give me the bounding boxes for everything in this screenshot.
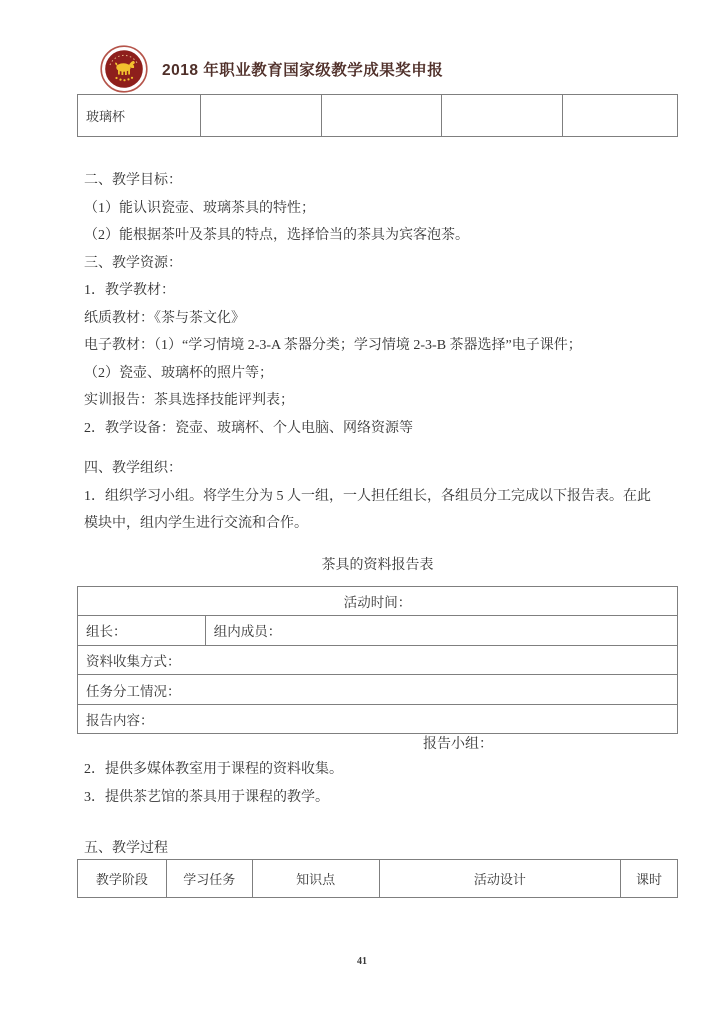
body-line: 3．提供茶艺馆的茶具用于课程的教学。 <box>84 789 329 805</box>
header-cell-task: 学习任务 <box>166 860 252 898</box>
table-row <box>78 95 678 137</box>
body-line: 模块中，组内学生进行交流和合作。 <box>84 516 308 531</box>
teaware-report-table <box>77 586 678 735</box>
table-header-row <box>78 860 678 898</box>
body-line: （1）能认识瓷壶、玻璃茶具的特性； <box>84 200 315 216</box>
table-cell-empty <box>201 95 322 137</box>
cell-activity-time: 活动时间： <box>78 586 678 616</box>
teaching-process-table <box>77 859 678 898</box>
cell-task-division: 任务分工情况： <box>78 675 678 705</box>
body-line: 2．提供多媒体教室用于课程的资料收集。 <box>84 762 343 778</box>
cell-group-leader: 组长： <box>78 616 206 646</box>
header-cell-stage: 教学阶段 <box>78 860 167 898</box>
table-cell-empty <box>442 95 563 137</box>
section-heading: 二、教学目标： <box>84 173 182 188</box>
section-objectives-resources <box>84 167 684 442</box>
body-line: 实训报告：茶具选择技能评判表； <box>84 393 294 408</box>
section-heading-process: 五、教学过程 <box>84 841 168 857</box>
header-cell-knowledge: 知识点 <box>252 860 379 898</box>
cell-collection-method: 资料收集方式： <box>78 645 678 675</box>
report-table-title: 茶具的资料报告表 <box>321 557 434 573</box>
body-line: 电子教材：（1）“学习情境 2-3-A 茶器分类；学习情境 2-3-B 茶器选择”电子课件； <box>84 338 582 353</box>
table-cell-teaware-name: 玻璃杯 <box>78 95 201 137</box>
cell-group-members: 组内成员： <box>205 616 677 646</box>
school-seal-icon <box>100 45 148 93</box>
table-cell-empty <box>562 95 677 137</box>
table-row <box>78 616 678 646</box>
table-row <box>78 675 678 705</box>
body-line: 1．组织学习小组。将学生分为 5 人一组，一人担任组长，各组员分工完成以下报告表。在此 <box>84 488 651 504</box>
body-line: 1．教学教材： <box>84 283 175 298</box>
section-facilities <box>84 756 684 811</box>
body-line: （2）能根据茶叶及茶具的特点，选择恰当的茶具为宾客泡茶。 <box>84 228 469 243</box>
header-cell-hours: 课时 <box>620 860 677 898</box>
cell-report-content: 报告内容： <box>78 704 678 734</box>
body-line: 2．教学设备：瓷壶、玻璃杯、个人电脑、网络资源等 <box>84 420 413 436</box>
table-row <box>78 586 678 616</box>
section-organization <box>84 455 684 538</box>
table-cell-empty <box>321 95 442 137</box>
report-group-note: 报告小组： <box>423 737 493 753</box>
teaware-continuation-table <box>77 94 678 137</box>
section-heading: 四、教学组织： <box>84 461 182 476</box>
page-number: 41 <box>357 956 367 967</box>
body-line: 纸质教材：《茶与茶文化》 <box>84 310 245 326</box>
body-line: （2）瓷壶、玻璃杯的照片等； <box>84 365 273 381</box>
table-row <box>78 704 678 734</box>
page-title: 2018 年职业教育国家级教学成果奖申报 <box>162 62 444 79</box>
section-heading: 三、教学资源： <box>84 255 182 271</box>
table-row <box>78 645 678 675</box>
document-header <box>100 44 678 94</box>
header-cell-activity: 活动设计 <box>379 860 620 898</box>
